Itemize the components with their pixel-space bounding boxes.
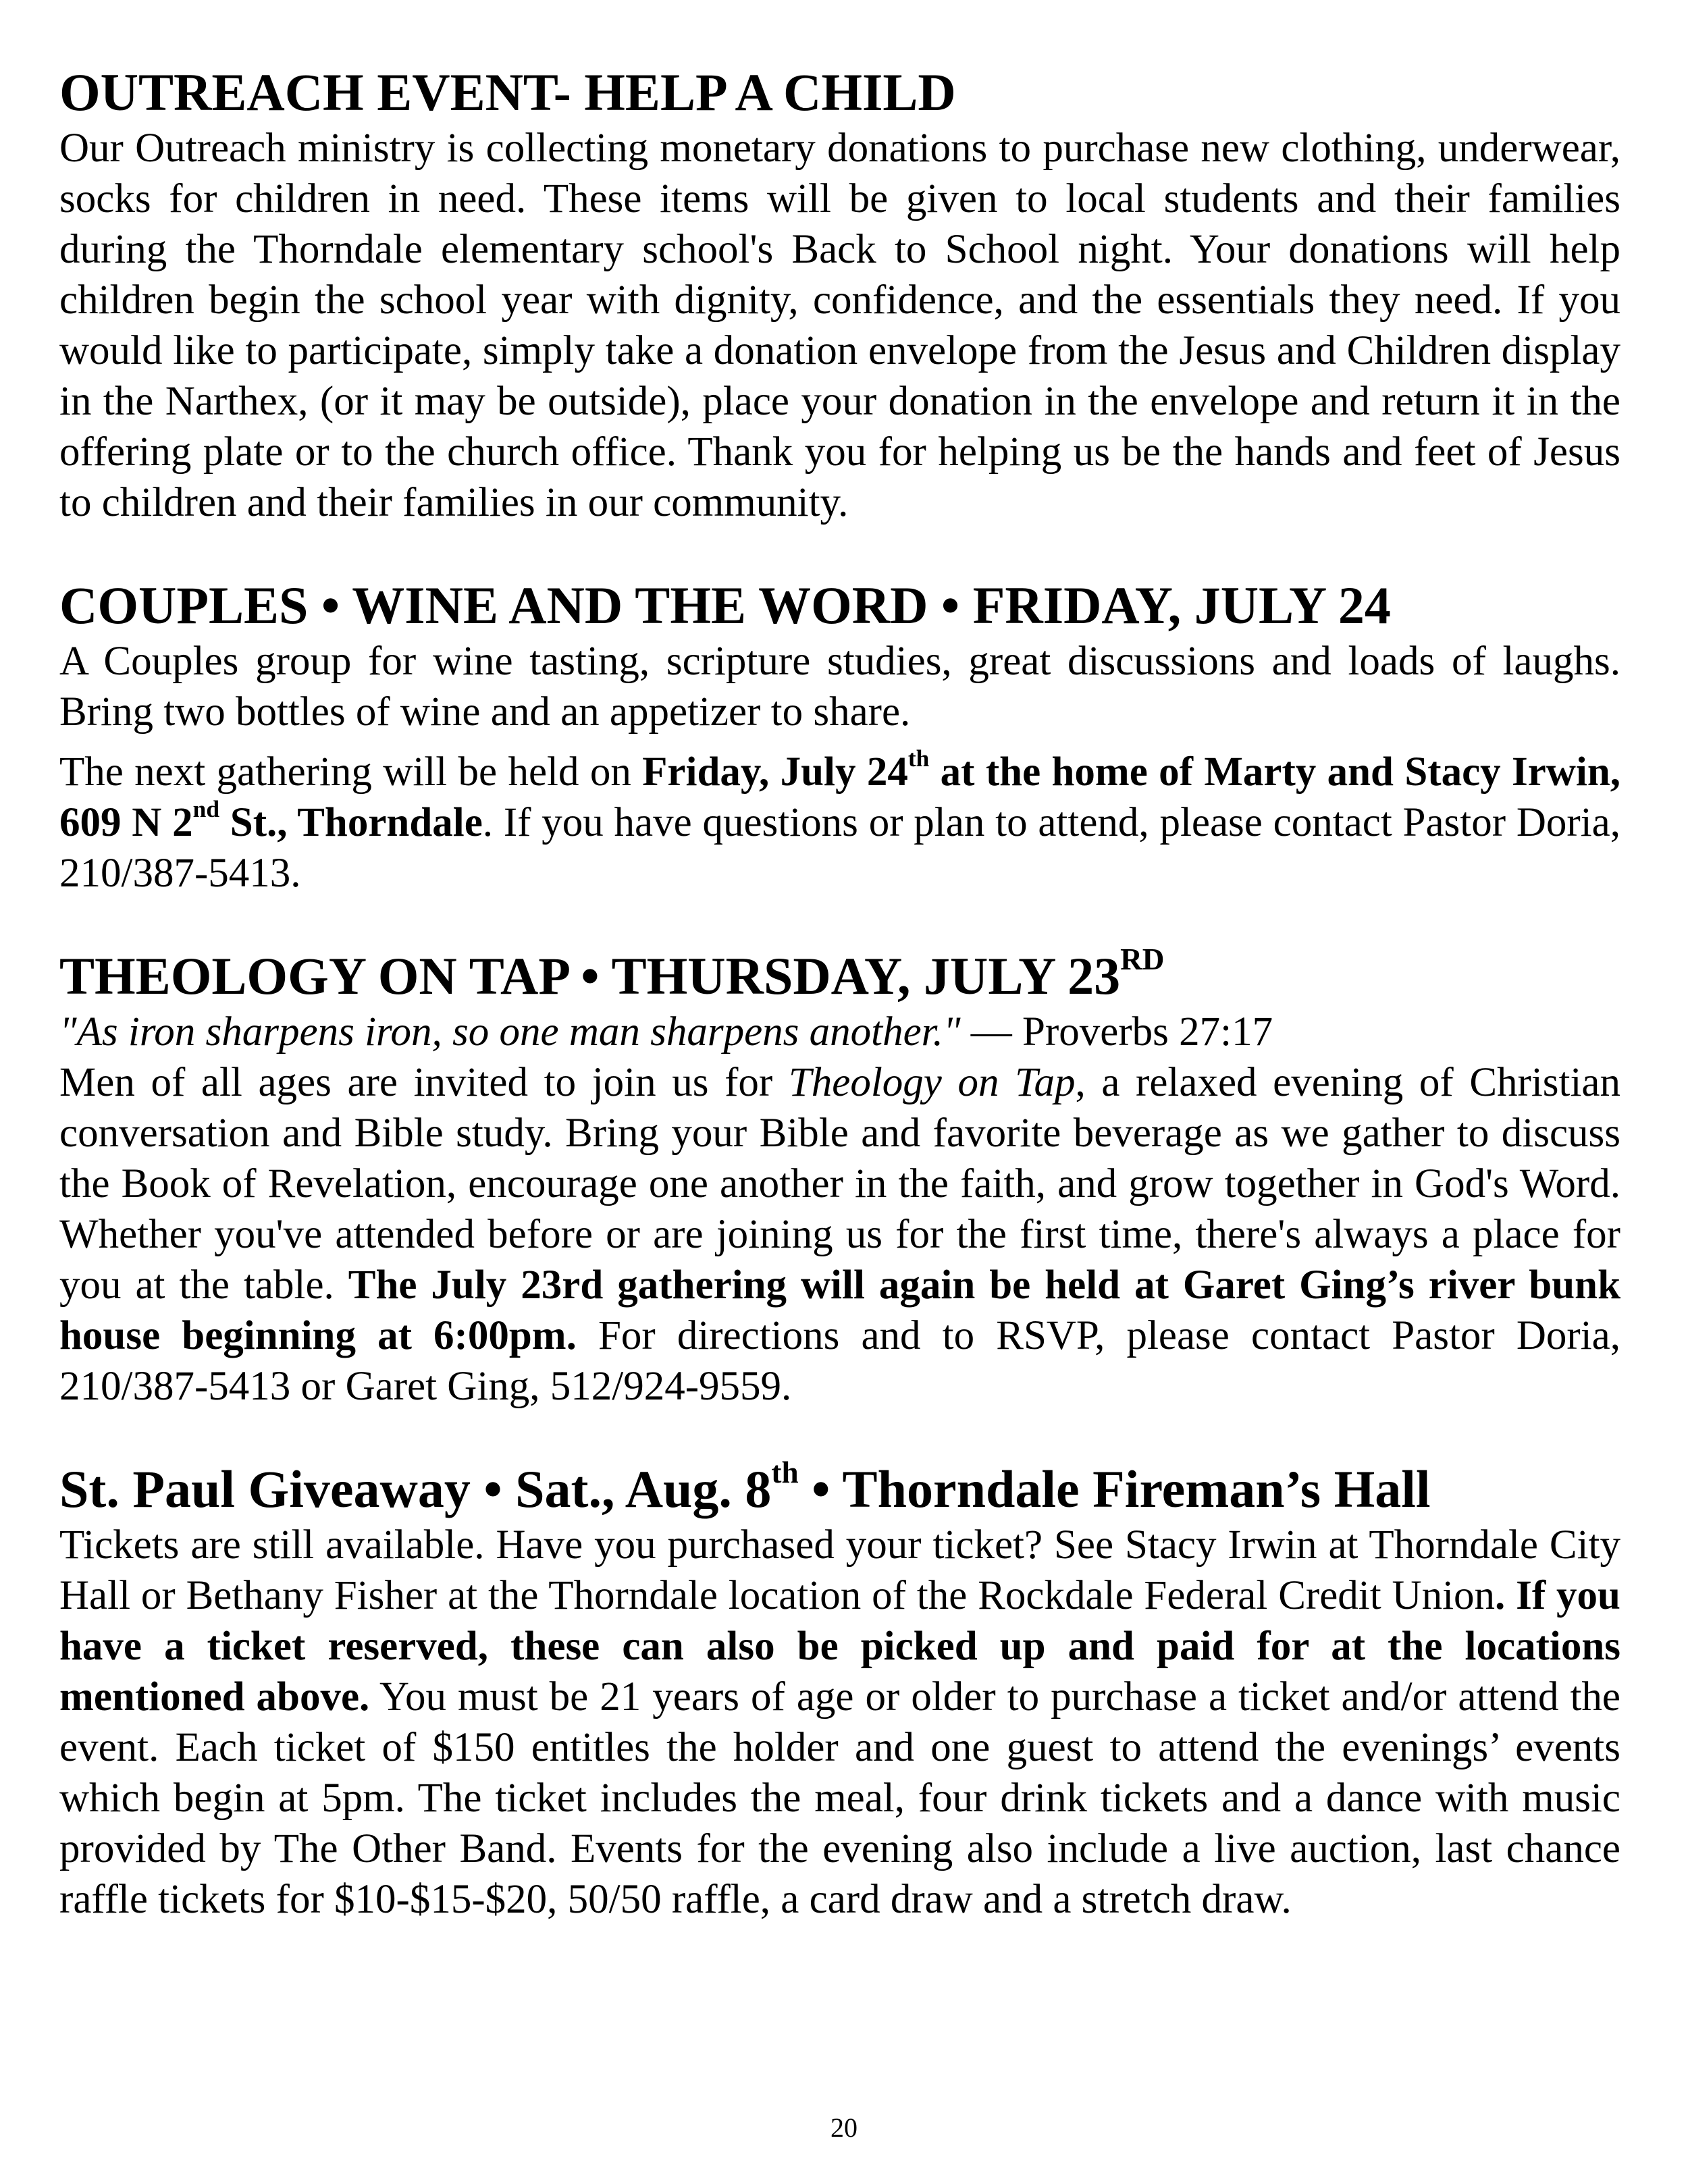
giveaway-heading: St. Paul Giveaway • Sat., Aug. 8th • Thorndale Fireman’s Hall bbox=[59, 1455, 1431, 1518]
couples-details-lead: The next gathering will be held on bbox=[59, 749, 643, 795]
outreach-body: Our Outreach ministry is collecting monetary donations to purchase new clothing, underwear, socks for children in need. These items will be given to local students and their families during the Thorndale elementary school's Back to School night. Your donations will help children begin the school year with dignity, confidence, and the essentials they need. If you would like to participate, simply take a donation envelope from the Jesus and Children display in the Narthex, (or it may be outside), place your donation in the envelope and return it in the offering plate or to the church office. Thank you for helping us be the hands and feet of Jesus to children and their families in our community. bbox=[59, 126, 1620, 525]
giveaway-body: Tickets are still available. Have you purchased your ticket? See Stacy Irwin at Thorndale City Hall or Bethany Fisher at the Thorndale location of the Rockdale Federal Credit Union. If you have a ticket reserved, these can also be picked up and paid for at the locations mentioned above. You must be 21 years of age or older to purchase a ticket and/or attend the event. Each ticket of $150 entitles the holder and one guest to attend the evenings’ events which begin at 5pm. The ticket includes the meal, four drink tickets and a dance with music provided by The Other Band. Events for the evening also include a live auction, last chance raffle tickets for $10-$15-$20, 50/50 raffle, a card draw and a stretch draw. bbox=[59, 1522, 1621, 1922]
couples-heading: COUPLES • WINE AND THE WORD • FRIDAY, JULY 24 bbox=[59, 576, 1391, 635]
theology-location: The July 23rd gathering will again be held at Garet Ging’s river bunk house beginning at 6:00pm. bbox=[59, 1262, 1620, 1358]
couples-intro: A Couples group for wine tasting, scripture studies, great discussions and loads of laughs. Bring two bottles of wine and an appetizer to share. bbox=[59, 639, 1620, 735]
quote-text: "As iron sharpens iron, so one man sharpens another." bbox=[59, 1009, 961, 1055]
theology-body: Men of all ages are invited to join us for Theology on Tap, a relaxed evening of Christian conversation and Bible study. Bring your Bible and favorite beverage as we gather to discuss the Book of Revelation, encourage one another in the faith, and grow together in God's Word. Whether you've attended before or are joining us for the first time, there's always a place for you at the table. The July 23rd gathering will again be held at Garet Ging’s river bunk house beginning at 6:00pm. For directions and to RSVP, please contact Pastor Doria, 210/387-5413 or Garet Ging, 512/924-9559. bbox=[59, 1060, 1620, 1409]
couples-date: Friday, July 24th at the home of Marty and Stacy Irwin, 609 N 2nd St., Thorndale bbox=[59, 744, 1620, 845]
quote-source: — Proverbs 27:17 bbox=[960, 1009, 1273, 1055]
outreach-section bbox=[59, 62, 1620, 528]
giveaway-section bbox=[59, 1455, 1621, 1925]
giveaway-reserved-note: . If you have a ticket reserved, these can also be picked up and paid for at the locations mentioned above. bbox=[59, 1573, 1620, 1720]
newsletter-page bbox=[59, 62, 1620, 1972]
event-name: Theology on Tap bbox=[788, 1060, 1076, 1105]
scripture-quote bbox=[59, 1007, 1620, 1057]
theology-section bbox=[59, 942, 1620, 1412]
theology-heading: THEOLOGY ON TAP • THURSDAY, JULY 23RD bbox=[59, 942, 1165, 1005]
couples-details bbox=[59, 744, 1620, 899]
outreach-heading: OUTREACH EVENT- HELP A CHILD bbox=[59, 63, 956, 122]
page-number: 20 bbox=[830, 2112, 858, 2143]
couples-section bbox=[59, 575, 1620, 899]
couples-contact: . If you have questions or plan to attend, please contact Pastor Doria, 210/387-5413. bbox=[59, 800, 1620, 896]
